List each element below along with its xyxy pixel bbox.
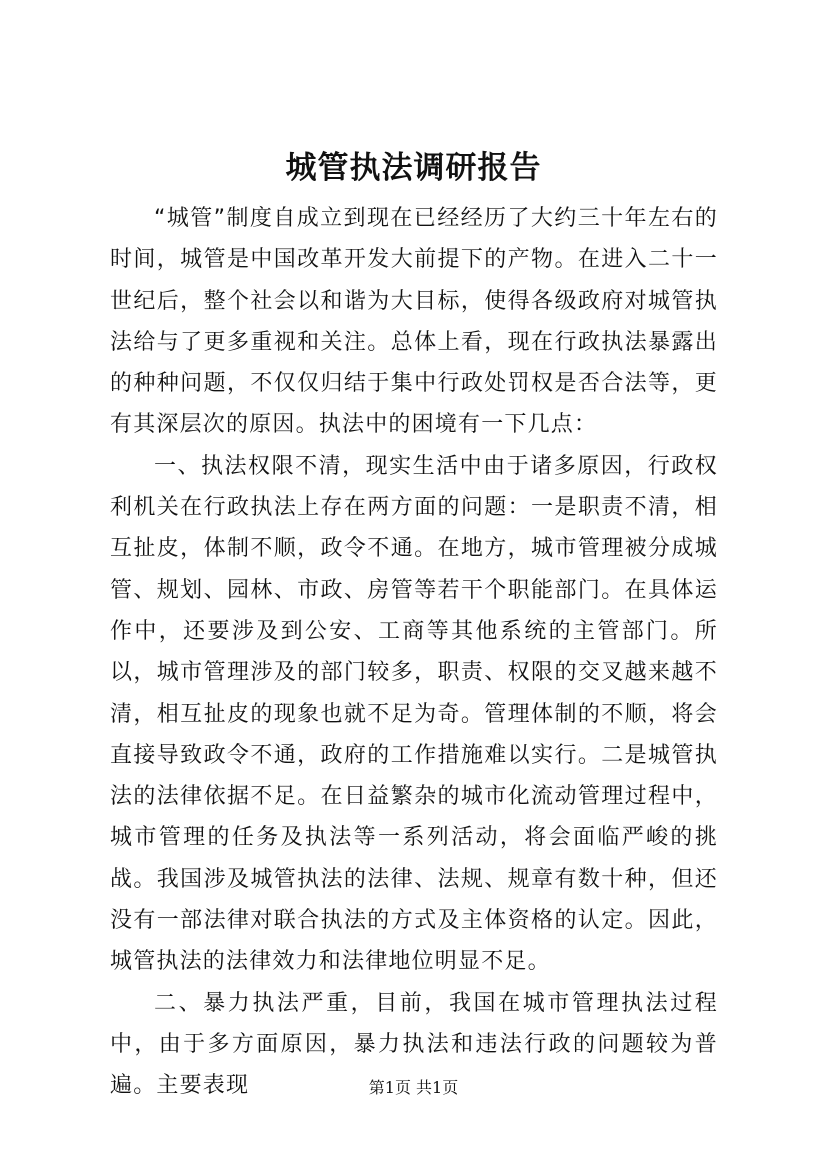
paragraph-intro: “城管”制度自成立到现在已经经历了大约三十年左右的时间，城管是中国改革开发大前提下的产物。在进入二十一世纪后，整个社会以和谐为大目标，使得各级政府对城管执法给与了更多重视和关注。总体上看，现在行政执法暴露出的种种问题，不仅仅归结于集中行政处罚权是否合法等，更有其深层次的原因。执法中的困境有一下几点： [110, 206, 718, 438]
document-body [110, 198, 718, 1107]
paragraph-section-1: 一、执法权限不清，现实生活中由于诸多原因，行政权利机关在行政执法上存在两方面的问题：一是职责不清，相互扯皮，体制不顺，政令不通。在地方，城市管理被分成城管、规划、园林、市政、房管等若干个职能部门。在具体运作中，还要涉及到公安、工商等其他系统的主管部门。所以，城市管理涉及的部门较多，职责、权限的交叉越来越不清，相互扯皮的现象也就不足为奇。管理体制的不顺，将会直接导致政令不通，政府的工作措施难以实行。二是城管执法的法律依据不足。在日益繁杂的城市化流动管理过程中，城市管理的任务及执法等一系列活动，将会面临严峻的挑战。我国涉及城管执法的法律、法规、规章有数十种，但还没有一部法律对联合执法的方式及主体资格的认定。因此，城管执法的法律效力和法律地位明显不足。 [110, 453, 718, 975]
document-title: 城管执法调研报告 [285, 150, 542, 186]
page-footer: 第1页 共1页 [368, 1078, 459, 1097]
paragraph-section-2: 二、暴力执法严重，目前，我国在城市管理执法过程中，由于多方面原因，暴力执法和违法行政的问题较为普遍。主要表现 [110, 990, 718, 1099]
